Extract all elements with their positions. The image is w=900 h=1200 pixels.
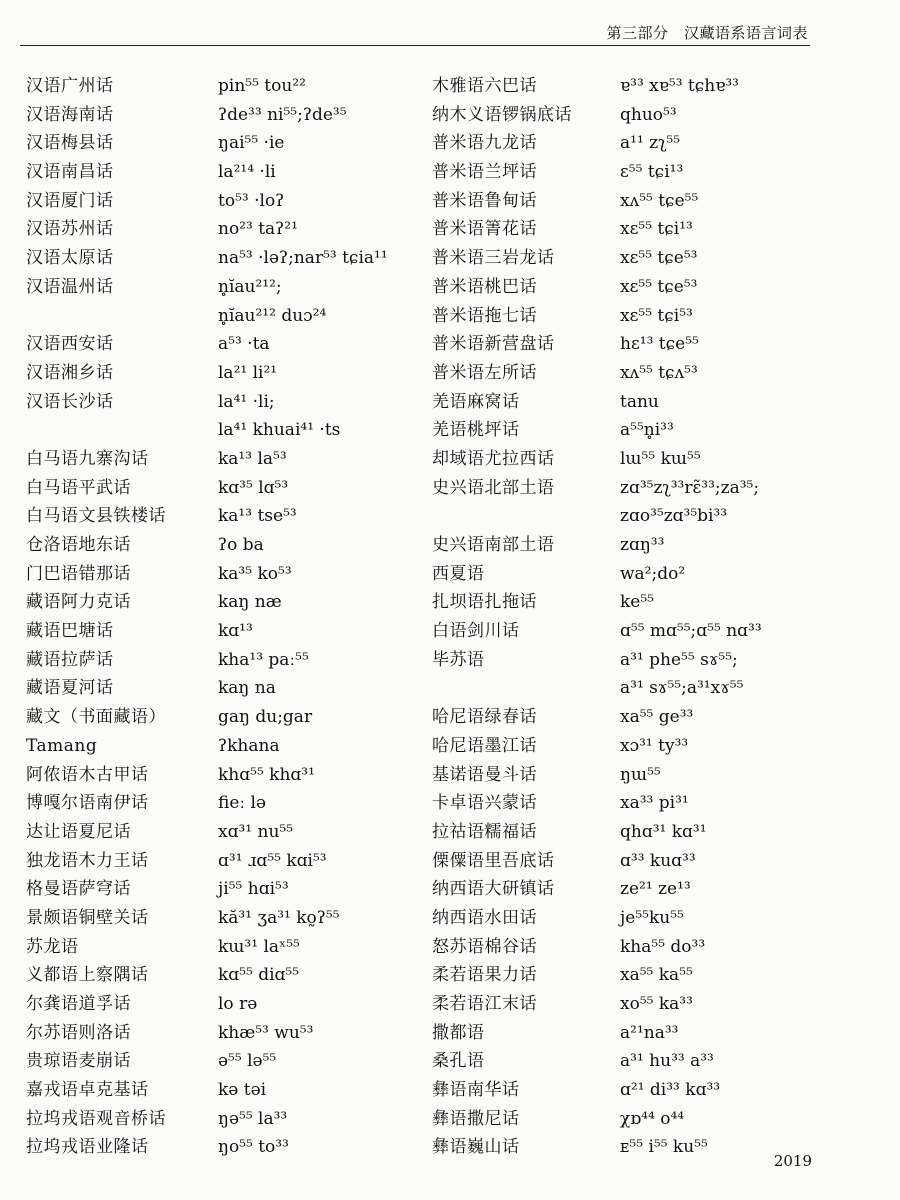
dialect-name: 卡卓语兴蒙话 [432,793,537,814]
dialect-name: 却域语尤拉西话 [432,448,555,469]
dialect-name [432,502,617,531]
word-form: gaŋ du;gar [218,707,313,728]
word-form: ŋə⁵⁵ la³³ [218,1108,288,1129]
dialect-name: 彝语撒尼话 [432,1108,520,1129]
word-form: kə təi [218,1080,267,1101]
word-form: tanu [620,391,659,412]
word-form: ka¹³ la⁵³ [218,448,287,469]
dialect-name: 汉语湘乡话 [26,362,114,383]
word-form: xʌ⁵⁵ tɕe⁵⁵ [620,190,699,211]
dialect-name: 普米语拖七话 [432,305,537,326]
word-form: xo⁵⁵ ka³³ [620,994,693,1014]
word-form: kha⁵⁵ do³³ [620,936,706,957]
word-form: ʔo ba [218,535,264,555]
dialect-name: 达让语夏尼话 [26,821,131,842]
word-form: kɑ⁵⁵ diɑ⁵⁵ [218,965,300,986]
dialect-name: 桑孔语 [432,1051,485,1072]
dialect-name: 汉语梅县话 [26,133,114,154]
word-form: xɛ⁵⁵ tɕi⁵³ [620,305,693,326]
dialect-name: 纳西语水田话 [432,907,537,928]
dialect-name: 拉坞戎语观音桥话 [26,1108,166,1129]
word-form: la⁴¹ khuai⁴¹ ·ts [218,420,341,441]
word-form: ka¹³ tse⁵³ [218,506,297,527]
word-form: la²¹⁴ ·li [218,162,276,183]
word-form: ze²¹ ze¹³ [620,879,691,900]
word-form: ke⁵⁵ [620,592,654,613]
dialect-name: 西夏语 [432,563,485,584]
dialect-name: 汉语苏州话 [26,219,114,240]
word-form: xɔ³¹ ty³³ [620,735,689,756]
dialect-name: 傈僳语里吾底话 [432,850,555,871]
word-form: je⁵⁵ku⁵⁵ [620,907,684,928]
word-form: ŋai⁵⁵ ·ie [218,133,285,154]
dialect-name: 汉语长沙话 [26,391,114,412]
dialect-name: 拉祜语糯福话 [432,821,537,842]
dialect-name [26,302,216,331]
dialect-name: 格曼语萨穹话 [26,879,131,900]
word-form: ʔde³³ ni⁵⁵;ʔde³⁵ [218,104,347,125]
word-form: kaŋ na [218,678,276,699]
word-form: zɑŋ³³ [620,535,665,555]
dialect-name: 汉语温州话 [26,276,114,297]
dialect-name: 汉语海南话 [26,104,114,125]
word-form: ɑ³³ kuɑ³³ [620,850,696,871]
word-form: no²³ taʔ²¹ [218,219,298,240]
dialect-name: 羌语麻窝话 [432,391,520,412]
word-form: a⁵⁵n̥i³³ [620,420,674,441]
dialect-name: 汉语南昌话 [26,162,114,183]
word-form: kɑ³⁵ lɑ⁵³ [218,477,289,498]
dialect-name: 毕苏语 [432,649,485,670]
word-form: pin⁵⁵ tou²² [218,76,306,96]
dialect-name: 藏语拉萨话 [26,649,114,670]
word-form: xɑ³¹ nu⁵⁵ [218,821,294,842]
word-form: kɑ¹³ [218,621,253,642]
word-form: n̥ĭau²¹²; [218,276,282,297]
dialect-name: 汉语广州话 [26,76,114,96]
dialect-name: 怒苏语棉谷话 [432,936,537,957]
word-form: ᴇ⁵⁵ i⁵⁵ ku⁵⁵ [620,1137,708,1158]
word-form: khæ⁵³ wu⁵³ [218,1022,314,1043]
dialect-name: 独龙语木力王话 [26,850,149,871]
dialect-name: 白马语文县铁楼话 [26,506,166,527]
word-form: χɒ⁴⁴ o⁴⁴ [620,1108,685,1129]
word-form: ɑ³¹ ɹɑ⁵⁵ kɑi⁵³ [218,850,327,871]
word-form: zɑo³⁵zɑ³⁵bi³³ [620,506,728,527]
dialect-name: 白语剑川话 [432,621,520,642]
dialect-name: 拉坞戎语业隆话 [26,1137,149,1158]
dialect-name: 仓洛语地东话 [26,535,131,555]
dialect-name: 史兴语南部土语 [432,535,555,555]
word-form: ɑ²¹ di³³ kɑ³³ [620,1080,721,1101]
dialect-name: 汉语太原话 [26,248,114,269]
word-form: xɛ⁵⁵ tɕe⁵³ [620,248,698,269]
word-form: to⁵³ ·loʔ [218,190,285,211]
word-form: xɛ⁵⁵ tɕi¹³ [620,219,693,240]
word-form: xa³³ pi³¹ [620,793,689,814]
dialect-name: 普米语三岩龙话 [432,248,555,269]
dialect-name: 彝语巍山话 [432,1137,520,1158]
running-header: 第三部分 汉藏语系语言词表 [606,24,808,42]
dialect-name: 汉语厦门话 [26,190,114,211]
word-form: ŋo⁵⁵ to³³ [218,1137,289,1158]
word-form: a¹¹ zʅ⁵⁵ [620,133,681,154]
word-form: n̥ĭau²¹² duɔ²⁴ [218,305,327,326]
dialect-name: 柔若语江末话 [432,994,537,1014]
word-form: ka³⁵ ko⁵³ [218,563,292,584]
dialect-name: 普米语鲁甸话 [432,190,537,211]
word-form: na⁵³ ·ləʔ;nar⁵³ tɕia¹¹ [218,248,388,269]
word-form: ɑ⁵⁵ mɑ⁵⁵;ɑ⁵⁵ nɑ³³ [620,621,762,642]
word-form: xa⁵⁵ ge³³ [620,707,694,728]
dialect-name: 贵琼语麦崩话 [26,1051,131,1072]
dialect-name: 普米语箐花话 [432,219,537,240]
dialect-name: 藏语夏河话 [26,678,114,699]
dialect-name: 博嘎尔语南伊话 [26,793,149,814]
dialect-name: 苏龙语 [26,936,79,957]
word-form: ʔkhana [218,735,280,756]
page-number: 2019 [773,1152,812,1170]
dialect-name: 扎坝语扎拖话 [432,592,537,613]
dialect-name: 撒都语 [432,1022,485,1043]
left-forms-column [218,72,418,1162]
dialect-name: 汉语西安话 [26,334,114,355]
word-form: a³¹ hu³³ a³³ [620,1051,714,1072]
word-form: khɑ⁵⁵ khɑ³¹ [218,764,315,785]
dialect-name: 彝语南华话 [432,1080,520,1101]
dialect-name: 门巴语错那话 [26,563,131,584]
dialect-name: 纳西语大研镇话 [432,879,555,900]
dialect-name: 白马语平武话 [26,477,131,498]
word-form: ə⁵⁵ lə⁵⁵ [218,1051,277,1072]
word-form: qhɑ³¹ kɑ³¹ [620,821,707,842]
word-form: kă³¹ ʒa³¹ ko̰ʔ⁵⁵ [218,907,340,928]
dialect-name: 藏文（书面藏语） [26,707,166,728]
word-form: qhuo⁵³ [620,104,677,125]
dialect-name: 纳木义语锣锅底话 [432,104,572,125]
dialect-name: 尔龚语道孚话 [26,994,131,1014]
word-form: la²¹ li²¹ [218,362,278,383]
header-rule [20,45,810,46]
word-form: fieː lə [218,793,267,814]
dialect-name: 嘉戎语卓克基话 [26,1080,149,1101]
dialect-name: 景颇语铜壁关话 [26,907,149,928]
word-form: xʌ⁵⁵ tɕʌ⁵³ [620,362,698,383]
dialect-name: 羌语桃坪话 [432,420,520,441]
dialect-name: 普米语桃巴话 [432,276,537,297]
dialect-name: 义都语上察隅话 [26,965,149,986]
word-form: lo rə [218,994,258,1014]
dialect-name: 普米语九龙话 [432,133,537,154]
dialect-name: Tamang [26,735,98,756]
word-form: zɑ³⁵zʅ³³rɛ̃³³;za³⁵; [620,477,760,498]
word-form: kha¹³ paː⁵⁵ [218,649,309,670]
word-form: xɛ⁵⁵ tɕe⁵³ [620,276,698,297]
word-form: wa²;do² [620,563,686,584]
dialect-name: 柔若语果力话 [432,965,537,986]
dialect-name [26,416,216,445]
word-form: ɛ⁵⁵ tɕi¹³ [620,162,684,183]
dialect-name: 尔苏语则洛话 [26,1022,131,1043]
dialect-name: 阿侬语木古甲话 [26,764,149,785]
word-form: a²¹na³³ [620,1022,679,1043]
word-form: la⁴¹ ·li; [218,391,275,412]
right-forms-column [620,72,820,1162]
word-form: a⁵³ ·ta [218,334,270,355]
word-form: lɯ⁵⁵ kɯ⁵⁵ [620,448,701,469]
dialect-name: 白马语九寨沟话 [26,448,149,469]
dialect-name: 基诺语曼斗话 [432,764,537,785]
word-form: ɐ³³ xɐ⁵³ tɕhɐ³³ [620,76,739,96]
dialect-name: 藏语阿力克话 [26,592,131,613]
dialect-name: 史兴语北部土语 [432,477,555,498]
dialect-name: 藏语巴塘话 [26,621,114,642]
word-form: ŋɯ⁵⁵ [620,764,661,785]
word-form: xa⁵⁵ ka⁵⁵ [620,965,693,986]
word-form: ji⁵⁵ hɑi⁵³ [218,879,289,900]
word-form: hɛ¹³ tɕe⁵⁵ [620,334,699,355]
dialect-name: 木雅语六巴话 [432,76,537,96]
dialect-name: 普米语兰坪话 [432,162,537,183]
left-names-column [26,72,216,1162]
dialect-name: 哈尼语墨江话 [432,735,537,756]
dialect-name: 普米语新营盘话 [432,334,555,355]
right-names-column [432,72,617,1162]
word-form: a³¹ phe⁵⁵ sɤ⁵⁵; [620,649,738,670]
word-form: kɯ³¹ laˣ⁵⁵ [218,936,300,957]
word-form: a³¹ sɤ⁵⁵;a³¹xɤ⁵⁵ [620,678,744,699]
dialect-name [432,674,617,703]
dialect-name: 普米语左所话 [432,362,537,383]
word-form: kaŋ næ [218,592,282,613]
dialect-name: 哈尼语绿春话 [432,707,537,728]
